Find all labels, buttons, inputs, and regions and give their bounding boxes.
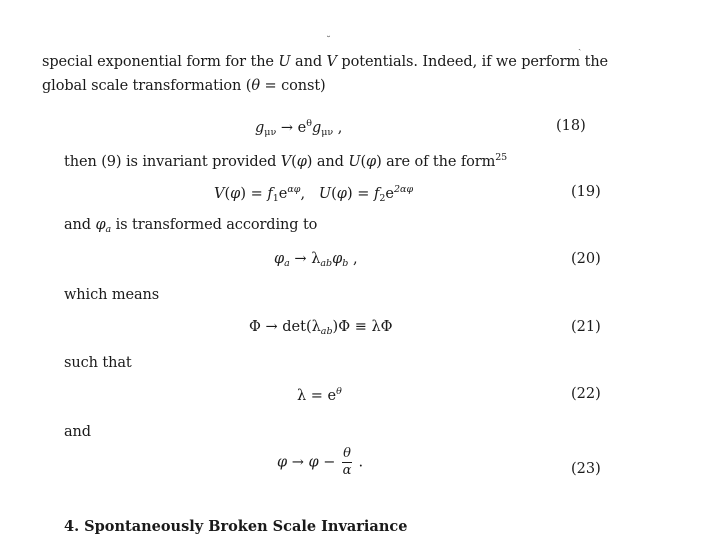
paragraph-line: such that xyxy=(64,355,132,371)
math-op: . xyxy=(353,454,364,471)
math-symbol: U xyxy=(318,186,332,202)
equation-23 xyxy=(277,446,363,479)
text-span: = const) xyxy=(260,78,326,94)
math-symbol: φ xyxy=(277,454,288,471)
paragraph-line: which means xyxy=(64,287,160,303)
paragraph-line xyxy=(64,217,317,235)
math-symbol: φ xyxy=(336,186,347,202)
subscript: ab xyxy=(320,258,333,269)
math-symbol: φ xyxy=(95,217,106,233)
equation-21 xyxy=(249,319,393,337)
math-op: ) = xyxy=(346,186,374,202)
subscript: a xyxy=(105,224,112,235)
fraction-numerator: θ xyxy=(343,446,351,461)
scan-artifact: ˘ xyxy=(326,36,331,47)
math-op: , xyxy=(333,120,343,136)
subscript: μν xyxy=(264,127,277,138)
equation-22 xyxy=(297,386,342,404)
math-symbol: U xyxy=(348,154,361,170)
text-span: potentials. Indeed, if we perform the xyxy=(336,54,609,70)
math-op: ) = xyxy=(240,186,268,202)
text-span: ) and xyxy=(306,154,349,170)
subscript: b xyxy=(342,258,349,269)
math-op: )Φ ≡ λΦ xyxy=(332,319,393,335)
subscript: 2 xyxy=(379,193,386,204)
fraction-denominator: α xyxy=(342,463,352,478)
math-symbol: U xyxy=(278,54,291,70)
paragraph-line xyxy=(64,152,507,170)
math-symbol: φ xyxy=(230,186,241,202)
text-span: ) are of the form xyxy=(376,154,496,170)
math-symbol: f xyxy=(267,186,273,202)
text-span: and xyxy=(64,217,96,233)
text-span: special exponential form for the xyxy=(42,54,279,70)
math-op: − xyxy=(318,454,341,471)
math-op: Φ → det(λ xyxy=(249,319,321,335)
text-span: ( xyxy=(360,154,366,170)
equation-19 xyxy=(214,184,413,204)
math-symbol: e xyxy=(278,186,288,202)
equation-18 xyxy=(255,118,342,138)
math-op: → e xyxy=(276,120,307,136)
subscript: μν xyxy=(321,127,334,138)
equation-20 xyxy=(274,251,358,269)
equation-number: (22) xyxy=(571,386,601,402)
superscript: θ xyxy=(306,118,312,129)
math-symbol: φ xyxy=(296,154,307,170)
equation-number: (21) xyxy=(571,319,601,335)
math-symbol: φ xyxy=(274,251,285,267)
math-symbol: θ xyxy=(251,78,261,94)
text-span: and xyxy=(290,54,327,70)
section-heading: 4. Spontaneously Broken Scale Invariance xyxy=(64,518,408,535)
scan-artifact: ˏ xyxy=(578,40,582,51)
math-op: , xyxy=(348,251,358,267)
math-symbol: e xyxy=(385,186,394,202)
equation-number: (18) xyxy=(556,118,586,134)
equation-number: (23) xyxy=(571,461,601,477)
text-span: global scale transformation ( xyxy=(42,78,252,94)
subscript: 1 xyxy=(272,193,279,204)
math-op: → xyxy=(287,454,309,471)
math-symbol: f xyxy=(373,186,380,202)
superscript: αφ xyxy=(287,184,301,195)
math-symbol: V xyxy=(280,154,292,170)
math-op: → λ xyxy=(289,251,321,267)
math-symbol: g xyxy=(311,120,322,136)
subscript: ab xyxy=(320,326,333,337)
math-symbol: φ xyxy=(308,454,319,471)
math-symbol: φ xyxy=(332,251,343,267)
text-span: is transformed according to xyxy=(111,217,318,233)
superscript: θ xyxy=(336,386,342,397)
math-op: ( xyxy=(224,186,231,202)
math-symbol: φ xyxy=(366,154,377,170)
math-symbol: V xyxy=(214,186,225,202)
math-symbol: g xyxy=(255,120,265,136)
math-symbol: V xyxy=(326,54,337,70)
equation-number: (19) xyxy=(571,184,601,200)
citation-ref: 25 xyxy=(495,152,508,163)
text-span: ( xyxy=(291,154,297,170)
paragraph-line: and xyxy=(64,424,91,440)
text-span: then (9) is invariant provided xyxy=(64,154,281,170)
math-op: ( xyxy=(331,186,337,202)
math-op: λ = e xyxy=(297,388,337,404)
paragraph-line xyxy=(42,78,326,94)
paragraph-line xyxy=(42,54,608,70)
superscript: 2αφ xyxy=(393,184,414,195)
equation-number: (20) xyxy=(571,251,601,267)
subscript: a xyxy=(284,258,290,269)
math-op: , xyxy=(300,186,319,202)
fraction xyxy=(342,446,352,479)
